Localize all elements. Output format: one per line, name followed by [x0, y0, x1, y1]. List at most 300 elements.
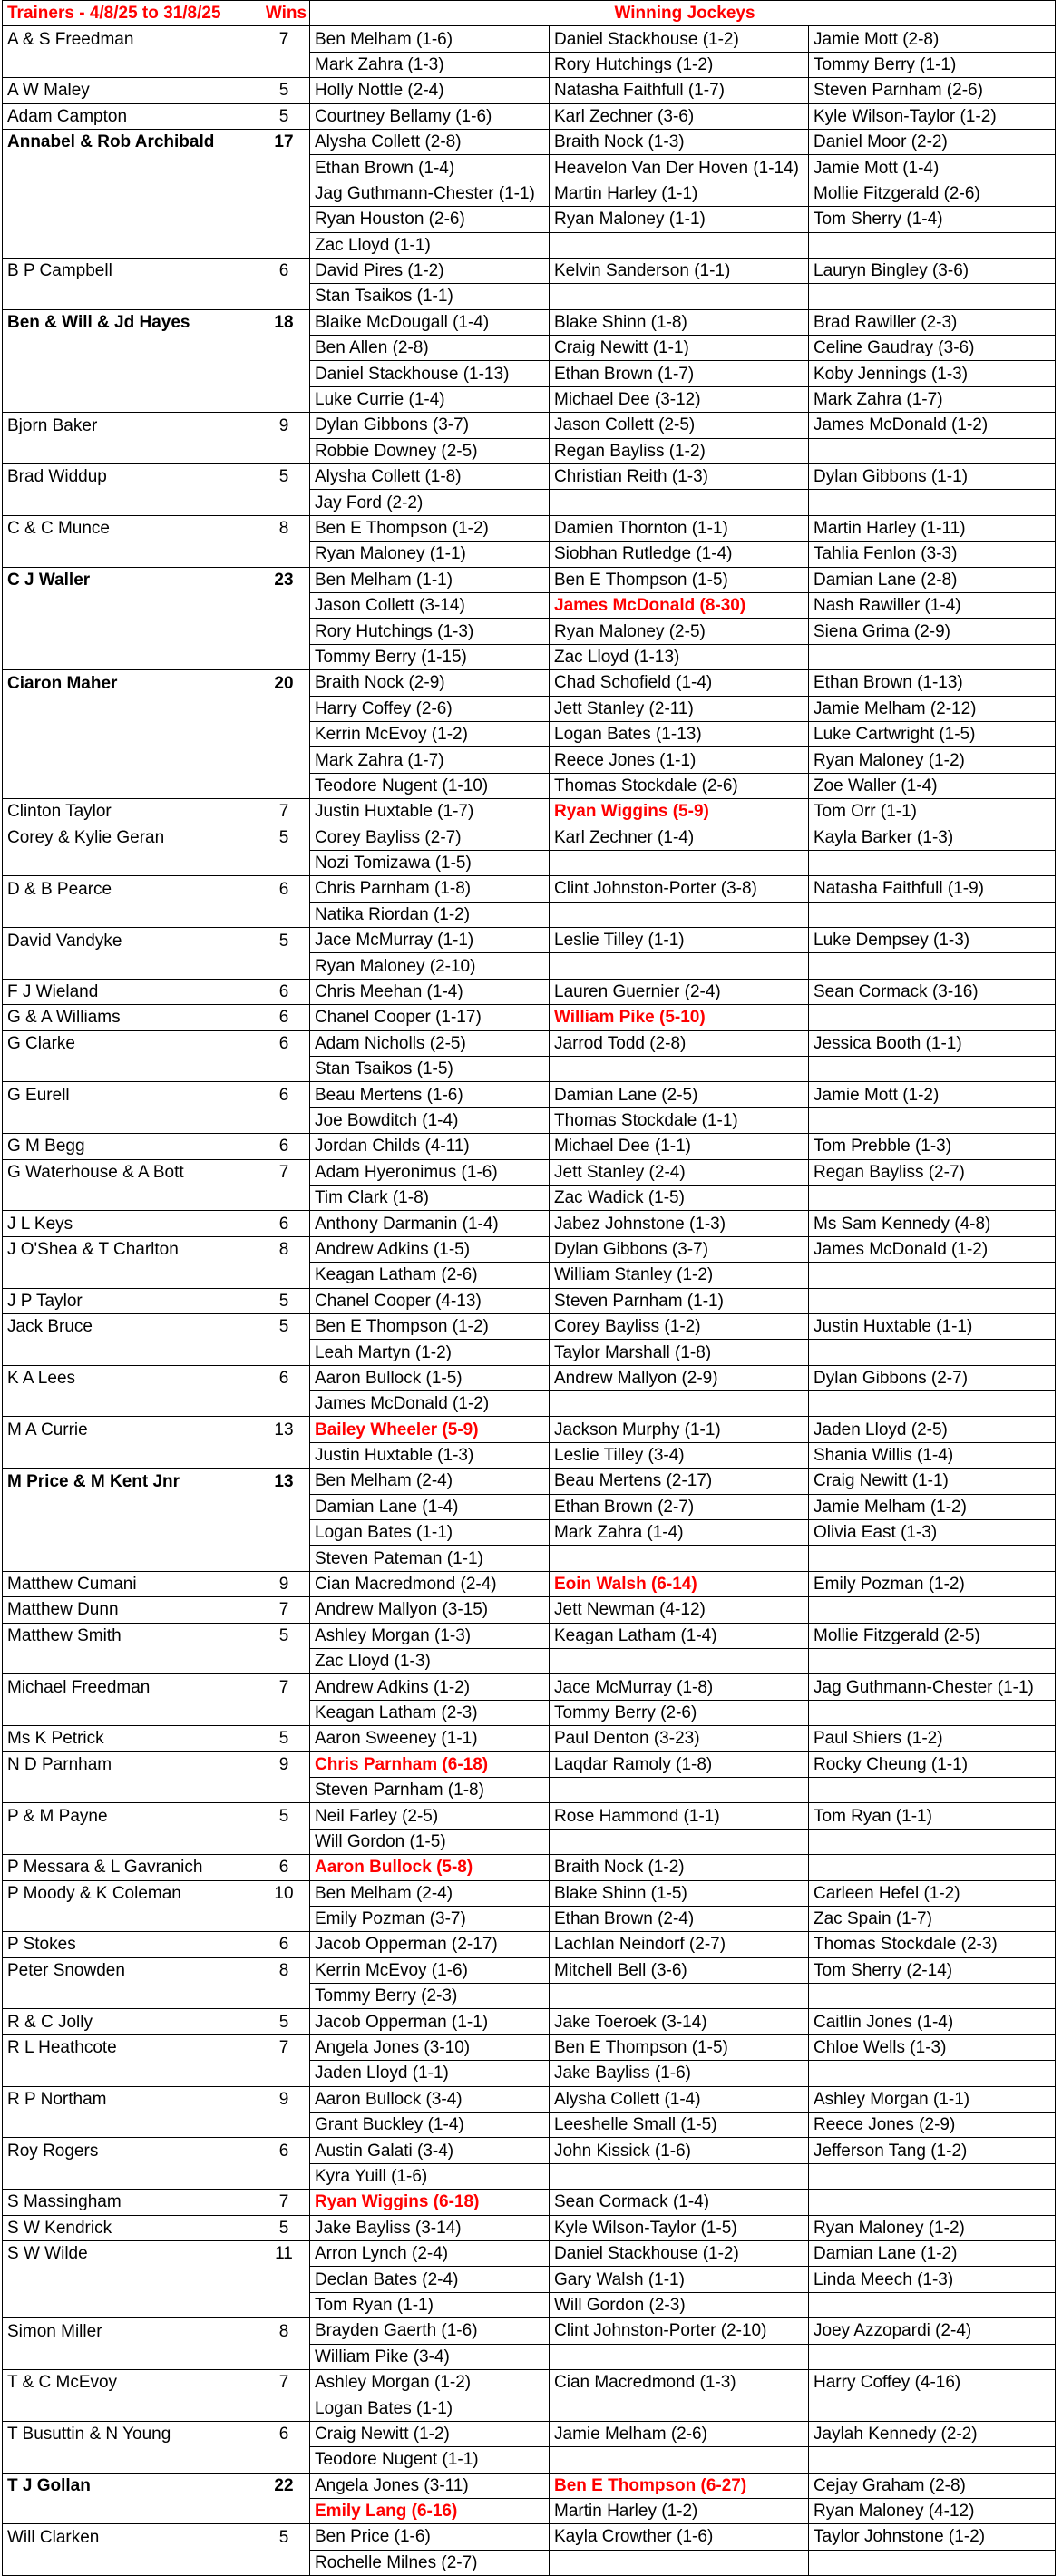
- trainer-name: S Massingham: [3, 2190, 258, 2215]
- wins-count: 6: [258, 2138, 310, 2163]
- table-row: [3, 1005, 1056, 1030]
- trainer-name: R L Heathcote: [3, 2034, 258, 2060]
- wins-cell-empty: [258, 2344, 310, 2369]
- wins-cell-empty: [258, 490, 310, 515]
- jockey-cell: Ryan Maloney (4-12): [809, 2498, 1056, 2523]
- jockey-cell: Emily Lang (6-16): [310, 2498, 550, 2523]
- jockey-cell: Tom Ryan (1-1): [809, 1803, 1056, 1829]
- jockey-cell-empty: [809, 1700, 1056, 1725]
- jockey-cell: Ben Allen (2-8): [310, 336, 550, 361]
- table-row: [3, 592, 1056, 618]
- jockey-cell: Thomas Stockdale (1-1): [550, 1107, 809, 1133]
- trainer-cell-empty: [3, 232, 258, 258]
- jockey-cell: Nash Rawiller (1-4): [809, 592, 1056, 618]
- jockey-cell: Braith Nock (1-2): [550, 1855, 809, 1880]
- jockey-cell-empty: [550, 284, 809, 309]
- wins-count: 5: [258, 2524, 310, 2550]
- wins-count: 6: [258, 876, 310, 902]
- trainer-cell-empty: [3, 619, 258, 644]
- table-row: [3, 2190, 1056, 2215]
- trainer-name: N D Parnham: [3, 1751, 258, 1777]
- jockey-cell-empty: [809, 1829, 1056, 1854]
- table-row: [3, 2215, 1056, 2240]
- wins-cell-empty: [258, 2113, 310, 2138]
- jockey-cell: Brayden Gaerth (1-6): [310, 2318, 550, 2344]
- trainer-name: A & S Freedman: [3, 26, 258, 52]
- wins-count: 6: [258, 1932, 310, 1957]
- trainer-name: Matthew Smith: [3, 1623, 258, 1648]
- jockey-cell: Chanel Cooper (1-17): [310, 1005, 550, 1030]
- wins-count: 5: [258, 825, 310, 850]
- jockey-cell: James McDonald (8-30): [550, 592, 809, 618]
- trainer-cell-empty: [3, 1520, 258, 1546]
- jockey-cell: Michael Dee (3-12): [550, 386, 809, 412]
- table-row: [3, 2267, 1056, 2292]
- jockey-cell: Lachlan Neindorf (2-7): [550, 1932, 809, 1957]
- jockey-cell: Angela Jones (3-10): [310, 2034, 550, 2060]
- table-row: [3, 644, 1056, 669]
- jockey-cell: Tom Orr (1-1): [809, 799, 1056, 825]
- wins-cell-empty: [258, 1340, 310, 1365]
- jockey-cell: James McDonald (1-2): [809, 1236, 1056, 1262]
- table-row: [3, 2086, 1056, 2112]
- jockey-cell: Kayla Crowther (1-6): [550, 2524, 809, 2550]
- table-row: [3, 1751, 1056, 1777]
- jockey-cell: Sean Cormack (1-4): [550, 2190, 809, 2215]
- jockey-cell: Damian Lane (1-4): [310, 1494, 550, 1519]
- table-row: [3, 103, 1056, 129]
- jockey-cell: Rory Hutchings (1-2): [550, 52, 809, 77]
- jockey-cell-empty: [809, 2447, 1056, 2473]
- jockey-cell: Tom Sherry (2-14): [809, 1957, 1056, 1983]
- wins-count: 5: [258, 1288, 310, 1313]
- trainer-cell-empty: [3, 773, 258, 798]
- jockey-cell: Reece Jones (1-1): [550, 747, 809, 773]
- table-row: [3, 670, 1056, 696]
- jockey-cell: Tommy Berry (1-1): [809, 52, 1056, 77]
- wins-count: 23: [258, 567, 310, 592]
- trainer-name: Ben & Will & Jd Hayes: [3, 309, 258, 335]
- table-row: [3, 2498, 1056, 2523]
- table-row: [3, 1932, 1056, 1957]
- jockey-cell: Courtney Bellamy (1-6): [310, 103, 550, 129]
- table-row: [3, 490, 1056, 515]
- jockey-cell: Jay Ford (2-2): [310, 490, 550, 515]
- table-row: [3, 2369, 1056, 2395]
- trainer-name: P & M Payne: [3, 1803, 258, 1829]
- jockey-cell: Logan Bates (1-1): [310, 2395, 550, 2421]
- jockey-cell: Mollie Fitzgerald (2-6): [809, 181, 1056, 206]
- jockey-cell-empty: [550, 2447, 809, 2473]
- jockey-cell: Natasha Faithfull (1-9): [809, 876, 1056, 902]
- table-row: [3, 850, 1056, 875]
- wins-cell-empty: [258, 953, 310, 979]
- jockey-cell: Mark Zahra (1-3): [310, 52, 550, 77]
- jockey-cell: Jace McMurray (1-8): [550, 1674, 809, 1700]
- jockey-cell: Jaden Lloyd (2-5): [809, 1417, 1056, 1442]
- table-row: [3, 721, 1056, 746]
- jockey-cell-empty: [550, 1391, 809, 1417]
- trainer-name: David Vandyke: [3, 928, 258, 953]
- jockey-cell: David Pires (1-2): [310, 258, 550, 283]
- jockey-cell: William Pike (5-10): [550, 1005, 809, 1030]
- jockey-cell-empty: [550, 2550, 809, 2575]
- jockey-cell-empty: [809, 2163, 1056, 2189]
- jockey-cell: Ryan Wiggins (6-18): [310, 2190, 550, 2215]
- jockey-cell: Kyra Yuill (1-6): [310, 2163, 550, 2189]
- wins-cell-empty: [258, 438, 310, 463]
- table-row: [3, 1391, 1056, 1417]
- jockey-cell: Joe Bowditch (1-4): [310, 1107, 550, 1133]
- jockey-cell: Kyle Wilson-Taylor (1-5): [550, 2215, 809, 2240]
- jockey-cell: Harry Coffey (4-16): [809, 2369, 1056, 2395]
- jockey-cell: Chris Parnham (1-8): [310, 876, 550, 902]
- table-row: [3, 1365, 1056, 1390]
- wins-cell-empty: [258, 1700, 310, 1725]
- table-row: [3, 1777, 1056, 1802]
- trainer-cell-empty: [3, 592, 258, 618]
- jockey-cell: Jamie Mott (1-4): [809, 155, 1056, 181]
- jockey-cell: Ryan Maloney (2-10): [310, 953, 550, 979]
- wins-count: 17: [258, 129, 310, 154]
- jockey-cell: Martin Harley (1-2): [550, 2498, 809, 2523]
- jockey-cell: Clint Johnston-Porter (3-8): [550, 876, 809, 902]
- trainer-name: T Busuttin & N Young: [3, 2421, 258, 2446]
- jockey-cell: Jarrod Todd (2-8): [550, 1030, 809, 1056]
- table-row: [3, 207, 1056, 232]
- trainer-cell-empty: [3, 1494, 258, 1519]
- jockey-cell: Zac Lloyd (1-3): [310, 1649, 550, 1674]
- table-row: [3, 1546, 1056, 1571]
- jockey-cell-empty: [550, 1546, 809, 1571]
- table-row: [3, 928, 1056, 953]
- jockey-cell: Nozi Tomizawa (1-5): [310, 850, 550, 875]
- trainer-name: K A Lees: [3, 1365, 258, 1390]
- table-row: [3, 413, 1056, 438]
- wins-cell-empty: [258, 542, 310, 567]
- wins-cell-empty: [258, 2395, 310, 2421]
- wins-cell-empty: [258, 155, 310, 181]
- trainer-cell-empty: [3, 2163, 258, 2189]
- wins-count: 6: [258, 1030, 310, 1056]
- trainer-cell-empty: [3, 696, 258, 721]
- jockey-cell: Jefferson Tang (1-2): [809, 2138, 1056, 2163]
- table-row: [3, 1803, 1056, 1829]
- trainer-name: S W Wilde: [3, 2240, 258, 2266]
- wins-cell-empty: [258, 1649, 310, 1674]
- jockey-cell-empty: [809, 2190, 1056, 2215]
- trainer-cell-empty: [3, 902, 258, 927]
- table-row: [3, 1082, 1056, 1107]
- table-row: [3, 2240, 1056, 2266]
- table-row: [3, 1855, 1056, 1880]
- jockey-cell: Braith Nock (2-9): [310, 670, 550, 696]
- wins-cell-empty: [258, 336, 310, 361]
- table-row: [3, 78, 1056, 103]
- table-row: [3, 1313, 1056, 1339]
- table-row: [3, 1417, 1056, 1442]
- jockey-cell: Paul Shiers (1-2): [809, 1726, 1056, 1751]
- jockey-cell: Jake Bayliss (1-6): [550, 2061, 809, 2086]
- jockey-cell: Cian Macredmond (2-4): [310, 1571, 550, 1596]
- jockey-cell-empty: [550, 232, 809, 258]
- jockey-cell: Keagan Latham (2-3): [310, 1700, 550, 1725]
- wins-count: 9: [258, 2086, 310, 2112]
- table-row: [3, 2009, 1056, 2034]
- jockey-cell-empty: [809, 850, 1056, 875]
- trainer-name: R & C Jolly: [3, 2009, 258, 2034]
- header-row: [3, 1, 1056, 26]
- jockey-cell: Jason Collett (3-14): [310, 592, 550, 618]
- jockey-cell: Craig Newitt (1-1): [809, 1469, 1056, 1494]
- table-row: [3, 1030, 1056, 1056]
- table-row: [3, 1236, 1056, 1262]
- jockey-cell: Blaike McDougall (1-4): [310, 309, 550, 335]
- trainer-name: C & C Munce: [3, 515, 258, 541]
- jockey-cell: Tom Ryan (1-1): [310, 2292, 550, 2317]
- wins-cell-empty: [258, 1520, 310, 1546]
- jockey-cell: Chloe Wells (1-3): [809, 2034, 1056, 2060]
- jockey-cell: Rose Hammond (1-1): [550, 1803, 809, 1829]
- jockey-cell: Aaron Bullock (3-4): [310, 2086, 550, 2112]
- jockey-cell-empty: [809, 1649, 1056, 1674]
- wins-count: 18: [258, 309, 310, 335]
- jockey-cell: Jamie Melham (1-2): [809, 1494, 1056, 1519]
- jockey-cell: Caitlin Jones (1-4): [809, 2009, 1056, 2034]
- jockey-cell: Jamie Mott (2-8): [809, 26, 1056, 52]
- wins-cell-empty: [258, 284, 310, 309]
- table-row: [3, 1623, 1056, 1648]
- jockey-cell: Siena Grima (2-9): [809, 619, 1056, 644]
- jockey-cell: Jamie Melham (2-12): [809, 696, 1056, 721]
- trainer-cell-empty: [3, 644, 258, 669]
- wins-cell-empty: [258, 2498, 310, 2523]
- jockey-cell: Ben Melham (1-6): [310, 26, 550, 52]
- jockey-cell: Blake Shinn (1-5): [550, 1880, 809, 1906]
- wins-count: 8: [258, 1236, 310, 1262]
- table-row: [3, 1906, 1056, 1931]
- jockey-cell: Natika Riordan (1-2): [310, 902, 550, 927]
- jockey-cell: Kyle Wilson-Taylor (1-2): [809, 103, 1056, 129]
- jockey-cell: Steven Parnham (2-6): [809, 78, 1056, 103]
- table-row: [3, 542, 1056, 567]
- jockey-cell-empty: [550, 1829, 809, 1854]
- jockey-cell: Teodore Nugent (1-1): [310, 2447, 550, 2473]
- jockey-cell: Damien Thornton (1-1): [550, 515, 809, 541]
- trainer-cell-empty: [3, 2447, 258, 2473]
- jockey-cell: Sean Cormack (3-16): [809, 979, 1056, 1004]
- trainer-cell-empty: [3, 207, 258, 232]
- jockey-cell: Tom Prebble (1-3): [809, 1134, 1056, 1159]
- jockey-cell: Robbie Downey (2-5): [310, 438, 550, 463]
- jockey-cell: Craig Newitt (1-1): [550, 336, 809, 361]
- table-row: [3, 1263, 1056, 1288]
- jockey-cell: Andrew Adkins (1-2): [310, 1674, 550, 1700]
- jockey-cell: Chad Schofield (1-4): [550, 670, 809, 696]
- jockey-cell: Jake Toeroek (3-14): [550, 2009, 809, 2034]
- jockey-cell: Jessica Booth (1-1): [809, 1030, 1056, 1056]
- wins-count: 6: [258, 2421, 310, 2446]
- trainer-cell-empty: [3, 438, 258, 463]
- trainer-name: Simon Miller: [3, 2318, 258, 2344]
- wins-cell-empty: [258, 2447, 310, 2473]
- jockey-cell: Rory Hutchings (1-3): [310, 619, 550, 644]
- trainer-name: G Waterhouse & A Bott: [3, 1159, 258, 1185]
- jockey-cell: Karl Zechner (1-4): [550, 825, 809, 850]
- trainer-name: J P Taylor: [3, 1288, 258, 1313]
- table-row: [3, 336, 1056, 361]
- trainer-name: Matthew Dunn: [3, 1597, 258, 1623]
- trainer-cell-empty: [3, 2550, 258, 2575]
- jockey-cell: Leslie Tilley (3-4): [550, 1442, 809, 1468]
- jockey-cell-empty: [809, 2292, 1056, 2317]
- wins-count: 5: [258, 78, 310, 103]
- jockey-cell: Beau Mertens (2-17): [550, 1469, 809, 1494]
- wins-cell-empty: [258, 902, 310, 927]
- jockey-cell-empty: [809, 1288, 1056, 1313]
- trainer-cell-empty: [3, 2113, 258, 2138]
- trainer-name: M Price & M Kent Jnr: [3, 1469, 258, 1494]
- table-row: [3, 979, 1056, 1004]
- jockey-cell: Taylor Marshall (1-8): [550, 1340, 809, 1365]
- table-row: [3, 1134, 1056, 1159]
- wins-cell-empty: [258, 1185, 310, 1210]
- table-row: [3, 386, 1056, 412]
- jockey-cell: Beau Mertens (1-6): [310, 1082, 550, 1107]
- jockey-cell: Joey Azzopardi (2-4): [809, 2318, 1056, 2344]
- jockey-cell: Andrew Mallyon (3-15): [310, 1597, 550, 1623]
- jockey-cell: Daniel Moor (2-2): [809, 129, 1056, 154]
- jockey-cell-empty: [550, 1057, 809, 1082]
- jockey-cell: Daniel Stackhouse (1-2): [550, 26, 809, 52]
- jockey-cell: Dylan Gibbons (3-7): [550, 1236, 809, 1262]
- jockey-cell: Kerrin McEvoy (1-6): [310, 1957, 550, 1983]
- jockey-cell: Jabez Johnstone (1-3): [550, 1211, 809, 1236]
- trainer-cell-empty: [3, 2498, 258, 2523]
- jockey-cell: Brad Rawiller (2-3): [809, 309, 1056, 335]
- jockey-cell: Damian Lane (2-5): [550, 1082, 809, 1107]
- jockey-cell: Harry Coffey (2-6): [310, 696, 550, 721]
- table-row: [3, 1520, 1056, 1546]
- wins-count: 6: [258, 1082, 310, 1107]
- jockey-cell-empty: [809, 1057, 1056, 1082]
- jockey-cell: Ryan Maloney (2-5): [550, 619, 809, 644]
- jockey-cell: Natasha Faithfull (1-7): [550, 78, 809, 103]
- trainer-cell-empty: [3, 386, 258, 412]
- jockey-cell: Ryan Maloney (1-1): [310, 542, 550, 567]
- jockey-cell: Ryan Maloney (1-1): [550, 207, 809, 232]
- wins-cell-empty: [258, 850, 310, 875]
- table-row: [3, 2034, 1056, 2060]
- table-row: [3, 309, 1056, 335]
- jockey-cell: Zac Lloyd (1-13): [550, 644, 809, 669]
- jockey-cell: Martin Harley (1-1): [550, 181, 809, 206]
- table-row: [3, 1597, 1056, 1623]
- trainer-name: Corey & Kylie Geran: [3, 825, 258, 850]
- trainer-name: Matthew Cumani: [3, 1571, 258, 1596]
- trainer-cell-empty: [3, 361, 258, 386]
- jockey-cell: Daniel Stackhouse (1-13): [310, 361, 550, 386]
- jockey-cell: Kelvin Sanderson (1-1): [550, 258, 809, 283]
- jockey-cell-empty: [809, 438, 1056, 463]
- trainer-cell-empty: [3, 1442, 258, 1468]
- jockey-cell: Ashley Morgan (1-1): [809, 2086, 1056, 2112]
- jockey-cell-empty: [809, 1340, 1056, 1365]
- jockey-cell: Logan Bates (1-13): [550, 721, 809, 746]
- wins-count: 5: [258, 1726, 310, 1751]
- wins-cell-empty: [258, 52, 310, 77]
- jockey-cell: William Stanley (1-2): [550, 1263, 809, 1288]
- jockey-cell: Jamie Mott (1-2): [809, 1082, 1056, 1107]
- wins-count: 9: [258, 413, 310, 438]
- table-row: [3, 619, 1056, 644]
- jockey-cell: Martin Harley (1-11): [809, 515, 1056, 541]
- trainer-name: Jack Bruce: [3, 1313, 258, 1339]
- trainer-name: Annabel & Rob Archibald: [3, 129, 258, 154]
- table-row: [3, 232, 1056, 258]
- wins-count: 7: [258, 2034, 310, 2060]
- trainer-cell-empty: [3, 1984, 258, 2009]
- trainer-name: C J Waller: [3, 567, 258, 592]
- jockey-cell: Teodore Nugent (1-10): [310, 773, 550, 798]
- trainer-cell-empty: [3, 721, 258, 746]
- table-row: [3, 1211, 1056, 1236]
- jockey-cell: Chanel Cooper (4-13): [310, 1288, 550, 1313]
- table-row: [3, 2138, 1056, 2163]
- wins-cell-empty: [258, 1442, 310, 1468]
- jockey-cell: Mollie Fitzgerald (2-5): [809, 1623, 1056, 1648]
- jockey-cell: Tommy Berry (2-6): [550, 1700, 809, 1725]
- trainer-cell-empty: [3, 155, 258, 181]
- trainer-name: F J Wieland: [3, 979, 258, 1004]
- trainer-cell-empty: [3, 953, 258, 979]
- wins-count: 7: [258, 1597, 310, 1623]
- table-row: [3, 26, 1056, 52]
- jockey-cell: Bailey Wheeler (5-9): [310, 1417, 550, 1442]
- jockey-cell-empty: [550, 490, 809, 515]
- table-row: [3, 2447, 1056, 2473]
- trainer-name: T & C McEvoy: [3, 2369, 258, 2395]
- table-row: [3, 773, 1056, 798]
- jockey-cell: Ben E Thompson (1-2): [310, 1313, 550, 1339]
- wins-count: 5: [258, 928, 310, 953]
- table-row: [3, 799, 1056, 825]
- trainer-cell-empty: [3, 2267, 258, 2292]
- jockey-cell: Dylan Gibbons (2-7): [809, 1365, 1056, 1390]
- jockey-cell: Tahlia Fenlon (3-3): [809, 542, 1056, 567]
- wins-count: 6: [258, 1005, 310, 1030]
- jockey-cell: Jace McMurray (1-1): [310, 928, 550, 953]
- trainer-cell-empty: [3, 2344, 258, 2369]
- jockey-cell: Jaylah Kennedy (2-2): [809, 2421, 1056, 2446]
- jockey-cell: Luke Dempsey (1-3): [809, 928, 1056, 953]
- jockey-cell: Cian Macredmond (1-3): [550, 2369, 809, 2395]
- wins-cell-empty: [258, 1546, 310, 1571]
- jockey-cell: Steven Parnham (1-1): [550, 1288, 809, 1313]
- jockey-cell: Zac Spain (1-7): [809, 1906, 1056, 1931]
- trainer-cell-empty: [3, 1649, 258, 1674]
- jockey-cell: Laqdar Ramoly (1-8): [550, 1751, 809, 1777]
- table-row: [3, 2061, 1056, 2086]
- jockey-cell-empty: [809, 2344, 1056, 2369]
- wins-count: 13: [258, 1417, 310, 1442]
- table-row: [3, 1340, 1056, 1365]
- jockey-cell: Ethan Brown (1-4): [310, 155, 550, 181]
- trainer-name: J L Keys: [3, 1211, 258, 1236]
- jockey-cell: Tommy Berry (2-3): [310, 1984, 550, 2009]
- trainer-name: Ms K Petrick: [3, 1726, 258, 1751]
- trainer-name: T J Gollan: [3, 2473, 258, 2498]
